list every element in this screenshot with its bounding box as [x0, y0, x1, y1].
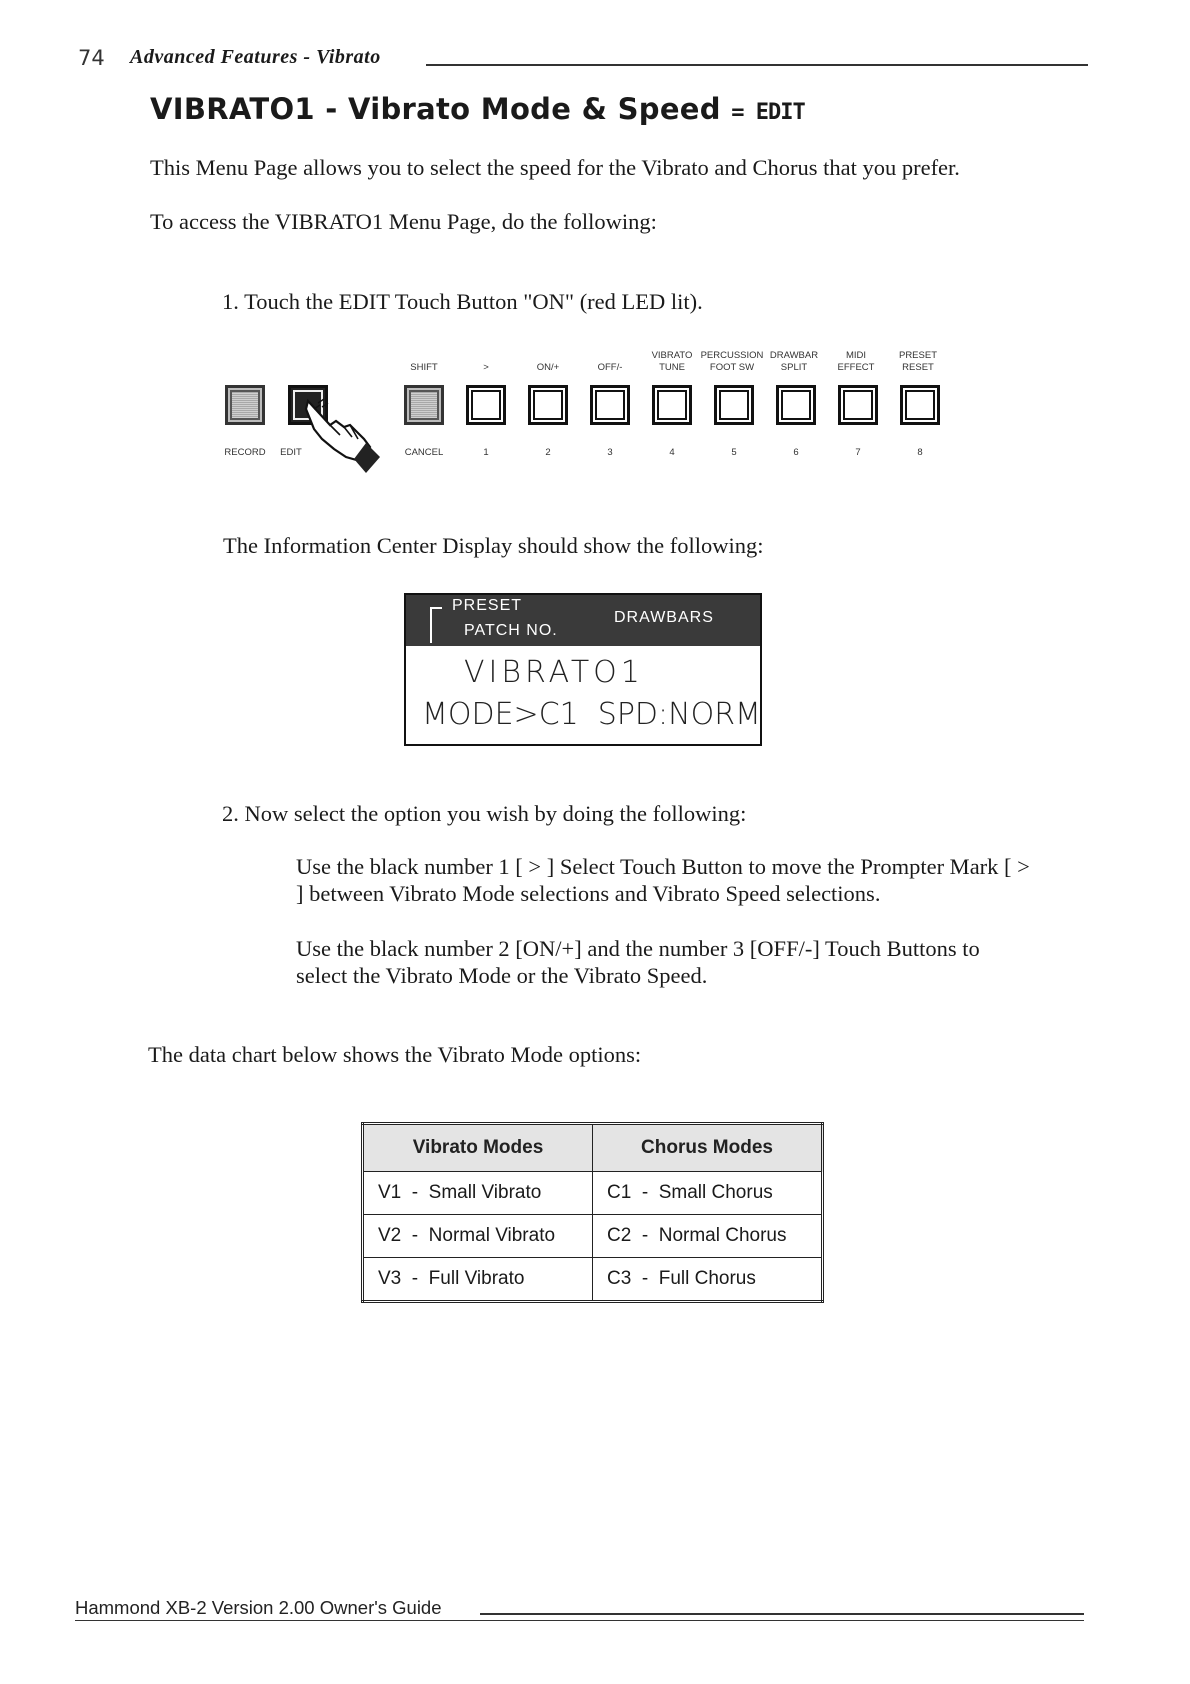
step-2-text: 2. Now select the option you wish by doing the following: — [222, 801, 747, 826]
table-row — [363, 1258, 823, 1302]
info-center-caption: The Information Center Display should show the following: — [223, 533, 764, 558]
display-header — [406, 595, 760, 646]
cancel-shift-button[interactable] — [404, 385, 444, 425]
edit-label: EDIT — [280, 447, 302, 458]
section-title-suffix: = EDIT — [731, 100, 805, 125]
table-cell: C3 - Full Chorus — [593, 1258, 823, 1302]
touch-button-6[interactable] — [776, 385, 816, 425]
preset-reset-label: PRESET RESET — [898, 350, 937, 373]
touch-button-5[interactable] — [714, 385, 754, 425]
vibrato-modes-table — [361, 1122, 824, 1303]
touch-button-7[interactable] — [838, 385, 878, 425]
information-center-display — [404, 593, 762, 746]
table-row — [363, 1172, 823, 1215]
touch-button-2[interactable] — [528, 385, 568, 425]
display-patch-label: PATCH NO. — [464, 622, 558, 639]
vibrato-tune-label: VIBRATO TUNE — [651, 350, 693, 373]
midi-effect-label: MIDI EFFECT — [837, 350, 875, 373]
table-cell: V3 - Full Vibrato — [363, 1258, 593, 1302]
touch-button-3[interactable] — [590, 385, 630, 425]
footer-rule — [480, 1613, 1084, 1615]
number-5-label: 5 — [731, 447, 737, 458]
table-row — [363, 1215, 823, 1258]
display-preset-label: PRESET — [452, 597, 523, 614]
number-3-label: 3 — [607, 447, 613, 458]
step-1-text: 1. Touch the EDIT Touch Button "ON" (red LED lit). — [222, 289, 703, 314]
record-button[interactable] — [225, 385, 265, 425]
chorus-modes-header: Chorus Modes — [593, 1124, 823, 1172]
table-header-row — [363, 1124, 823, 1172]
chart-intro-text: The data chart below shows the Vibrato Mode options: — [148, 1042, 642, 1067]
table-cell: C2 - Normal Chorus — [593, 1215, 823, 1258]
intro-paragraph-2: To access the VIBRATO1 Menu Page, do the following: — [150, 209, 657, 234]
display-bracket — [430, 607, 442, 643]
touch-button-8[interactable] — [900, 385, 940, 425]
off-minus-label: OFF/- — [597, 362, 623, 373]
number-8-label: 8 — [917, 447, 923, 458]
vibrato-modes-header: Vibrato Modes — [363, 1124, 593, 1172]
number-7-label: 7 — [855, 447, 861, 458]
touch-button-panel — [0, 0, 1190, 480]
touch-button-1[interactable] — [466, 385, 506, 425]
cancel-label: CANCEL — [404, 447, 444, 458]
display-drawbars-label: DRAWBARS — [614, 609, 714, 626]
footer-rule-lower — [75, 1620, 1084, 1621]
instruction-paragraph-2: Use the black number 2 [ON/+] and the number 3 [OFF/-] Touch Buttons to select the Vibrato Mode or the Vibrato Speed. — [296, 936, 980, 988]
number-1-label: 1 — [483, 447, 489, 458]
running-head: Advanced Features - Vibrato — [130, 46, 381, 68]
pointing-hand-icon — [300, 395, 382, 475]
table-cell: V1 - Small Vibrato — [363, 1172, 593, 1215]
page-number: 74 — [78, 46, 105, 70]
drawbar-split-label: DRAWBAR SPLIT — [769, 350, 819, 373]
display-line-1: VIBRATO1 — [464, 655, 644, 690]
record-label: RECORD — [224, 447, 266, 458]
instruction-paragraph-1: Use the black number 1 [ > ] Select Touch Button to move the Prompter Mark [ > ] between Vibrato Mode selections and Vibrato Speed selections. — [296, 854, 1030, 906]
select-label: > — [483, 362, 489, 373]
number-4-label: 4 — [669, 447, 675, 458]
table-cell: C1 - Small Chorus — [593, 1172, 823, 1215]
display-line-2: MODE>C1 SPD:NORM — [422, 697, 761, 732]
number-2-label: 2 — [545, 447, 551, 458]
table-cell: V2 - Normal Vibrato — [363, 1215, 593, 1258]
percussion-foot-sw-label: PERCUSSION FOOT SW — [700, 350, 764, 373]
section-title-main: VIBRATO1 - Vibrato Mode & Speed — [150, 92, 721, 126]
footer-text: Hammond XB-2 Version 2.00 Owner's Guide — [75, 1597, 442, 1618]
touch-button-4[interactable] — [652, 385, 692, 425]
on-plus-label: ON/+ — [536, 362, 560, 373]
number-6-label: 6 — [793, 447, 799, 458]
shift-label: SHIFT — [410, 362, 438, 373]
intro-paragraph-1: This Menu Page allows you to select the speed for the Vibrato and Chorus that you prefer. — [150, 155, 960, 180]
